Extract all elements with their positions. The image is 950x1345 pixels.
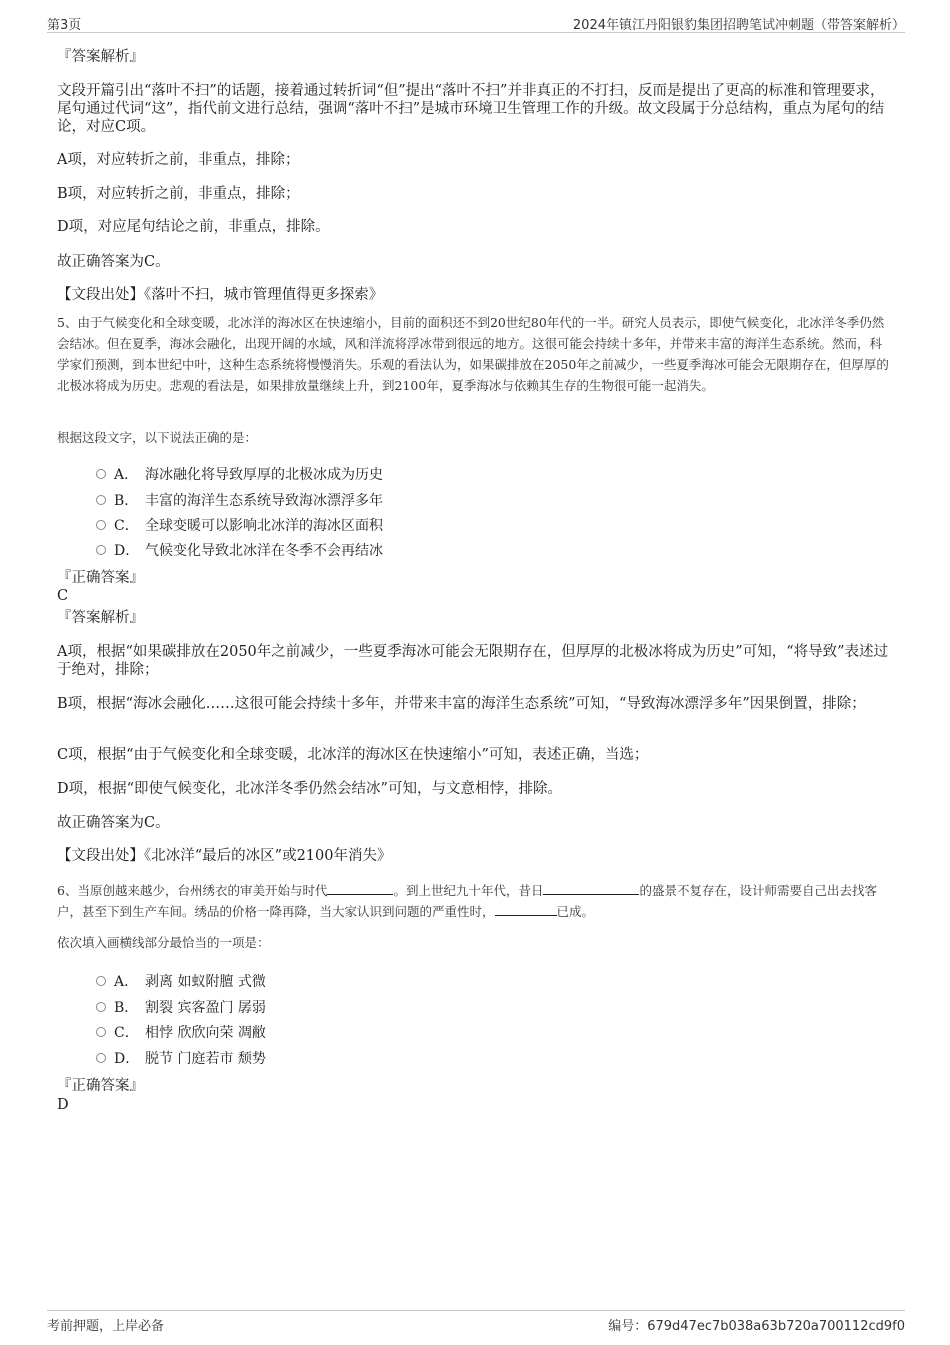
page-footer <box>47 1310 905 1335</box>
q6-stem: 6、当原创越来越少，台州绣衣的审美开始与时代 。到上世纪九十年代，昔日 的盛景不复存在，设计师需要自己出去找客户，甚至下到生产车间。绣品的价格一降再降，当大家认识到问题的严重性时， 已成。 <box>57 883 878 919</box>
option-text: 割裂 宾客盈门 孱弱 <box>145 1000 266 1016</box>
option-letter: B． <box>114 1000 139 1016</box>
option-letter: D． <box>114 1051 140 1067</box>
radio-button[interactable] <box>96 1027 106 1037</box>
q5-answer-label: 『正确答案』 <box>57 570 144 586</box>
q5-analysis-a: A项，根据“如果碳排放在2050年之前减少，一些夏季海冰可能会无限期存在，但厚厚的北极冰将成为历史”可知，“将导致”表述过于绝对，排除； <box>57 644 889 678</box>
option-letter: B． <box>114 493 139 509</box>
q6-answer-label: 『正确答案』 <box>57 1078 144 1094</box>
document-code: 编号：679d47ec7b038a63b720a700112cd9f0 <box>608 1319 905 1334</box>
option-letter: A． <box>114 974 139 990</box>
q5-answer: C <box>57 588 69 604</box>
option-text: 脱节 门庭若市 颓势 <box>145 1051 266 1067</box>
q5-analysis-c: C项，根据“由于气候变化和全球变暖，北冰洋的海冰区在快速缩小”可知，表述正确，当选； <box>57 747 649 763</box>
blank-2 <box>543 881 639 895</box>
q4-analysis-label: 『答案解析』 <box>57 49 144 65</box>
option-text: 剥离 如蚁附膻 式微 <box>145 974 266 990</box>
radio-button[interactable] <box>96 1002 106 1012</box>
radio-button[interactable] <box>96 469 106 479</box>
option-letter: A． <box>114 467 139 483</box>
q4-analysis-b: B项，对应转折之前，非重点，排除； <box>57 186 300 202</box>
q5-conclusion: 故正确答案为C。 <box>57 815 170 831</box>
page-number: 第3页 <box>47 18 82 33</box>
option-letter: D． <box>114 543 140 559</box>
q5-question: 根据这段文字，以下说法正确的是： <box>57 430 258 445</box>
blank-1 <box>327 881 393 895</box>
document-title: 2024年镇江丹阳银豹集团招聘笔试冲刺题（带答案解析） <box>572 18 905 33</box>
q6-question: 依次填入画横线部分最恰当的一项是： <box>57 935 270 950</box>
option-letter: C． <box>114 518 139 534</box>
q4-analysis-d: D项，对应尾句结论之前，非重点，排除。 <box>57 219 330 235</box>
footer-slogan: 考前押题，上岸必备 <box>47 1319 165 1334</box>
radio-button[interactable] <box>96 545 106 555</box>
option-text: 气候变化导致北冰洋在冬季不会再结冰 <box>145 543 383 559</box>
q4-conclusion: 故正确答案为C。 <box>57 254 170 270</box>
radio-button[interactable] <box>96 976 106 986</box>
radio-button[interactable] <box>96 520 106 530</box>
page-header <box>47 12 905 33</box>
q5-analysis-label: 『答案解析』 <box>57 610 144 626</box>
option-text: 全球变暖可以影响北冰洋的海冰区面积 <box>145 518 383 534</box>
q5-analysis-b: B项，根据“海冰会融化……这很可能会持续十多年，并带来丰富的海洋生态系统”可知，“导致海冰漂浮多年”因果倒置，排除； <box>57 696 866 712</box>
option-text: 海冰融化将导致厚厚的北极冰成为历史 <box>145 467 383 483</box>
blank-3 <box>495 902 557 916</box>
q5-analysis-d: D项，根据“即使气候变化，北冰洋冬季仍然会结冰”可知，与文意相悖，排除。 <box>57 781 562 797</box>
q5-source: 【文段出处】《北冰洋“最后的冰区”或2100年消失》 <box>57 848 392 864</box>
q4-analysis-text: 文段开篇引出“落叶不扫”的话题，接着通过转折词“但”提出“落叶不扫”并非真正的不打扫，反而是提出了更高的标准和管理要求，尾句通过代词“这”，指代前文进行总结，强调“落叶不扫”是城市环境卫生管理工作的升级。故文段属于分总结构，重点为尾句的结论，对应C项。 <box>57 83 885 135</box>
q5-stem: 5、由于气候变化和全球变暖，北冰洋的海冰区在快速缩小，目前的面积还不到20世纪80年代的一半。研究人员表示，即使气候变化，北冰洋冬季仍然会结冰。但在夏季，海冰会融化，出现开阔的水域，风和洋流将浮冰带到很远的地方。这很可能会持续十多年，并带来丰富的海洋生态系统。然而，科学家们预测，到本世纪中叶，这种生态系统将慢慢消失。乐观的看法认为，如果碳排放在2050年之前减少，一些夏季海冰可能会无限期存在，但厚厚的北极冰将成为历史。悲观的看法是，如果排放量继续上升，到2100年，夏季海冰与依赖其生存的生物很可能一起消失。 <box>57 315 889 393</box>
option-text: 丰富的海洋生态系统导致海冰漂浮多年 <box>145 493 383 509</box>
radio-button[interactable] <box>96 495 106 505</box>
option-text: 相悖 欣欣向荣 凋敝 <box>145 1025 266 1041</box>
q6-answer: D <box>57 1097 69 1113</box>
q4-source: 【文段出处】《落叶不扫，城市管理值得更多探索》 <box>57 287 384 303</box>
radio-button[interactable] <box>96 1053 106 1063</box>
option-letter: C． <box>114 1025 139 1041</box>
q4-analysis-a: A项，对应转折之前，非重点，排除； <box>57 152 300 168</box>
